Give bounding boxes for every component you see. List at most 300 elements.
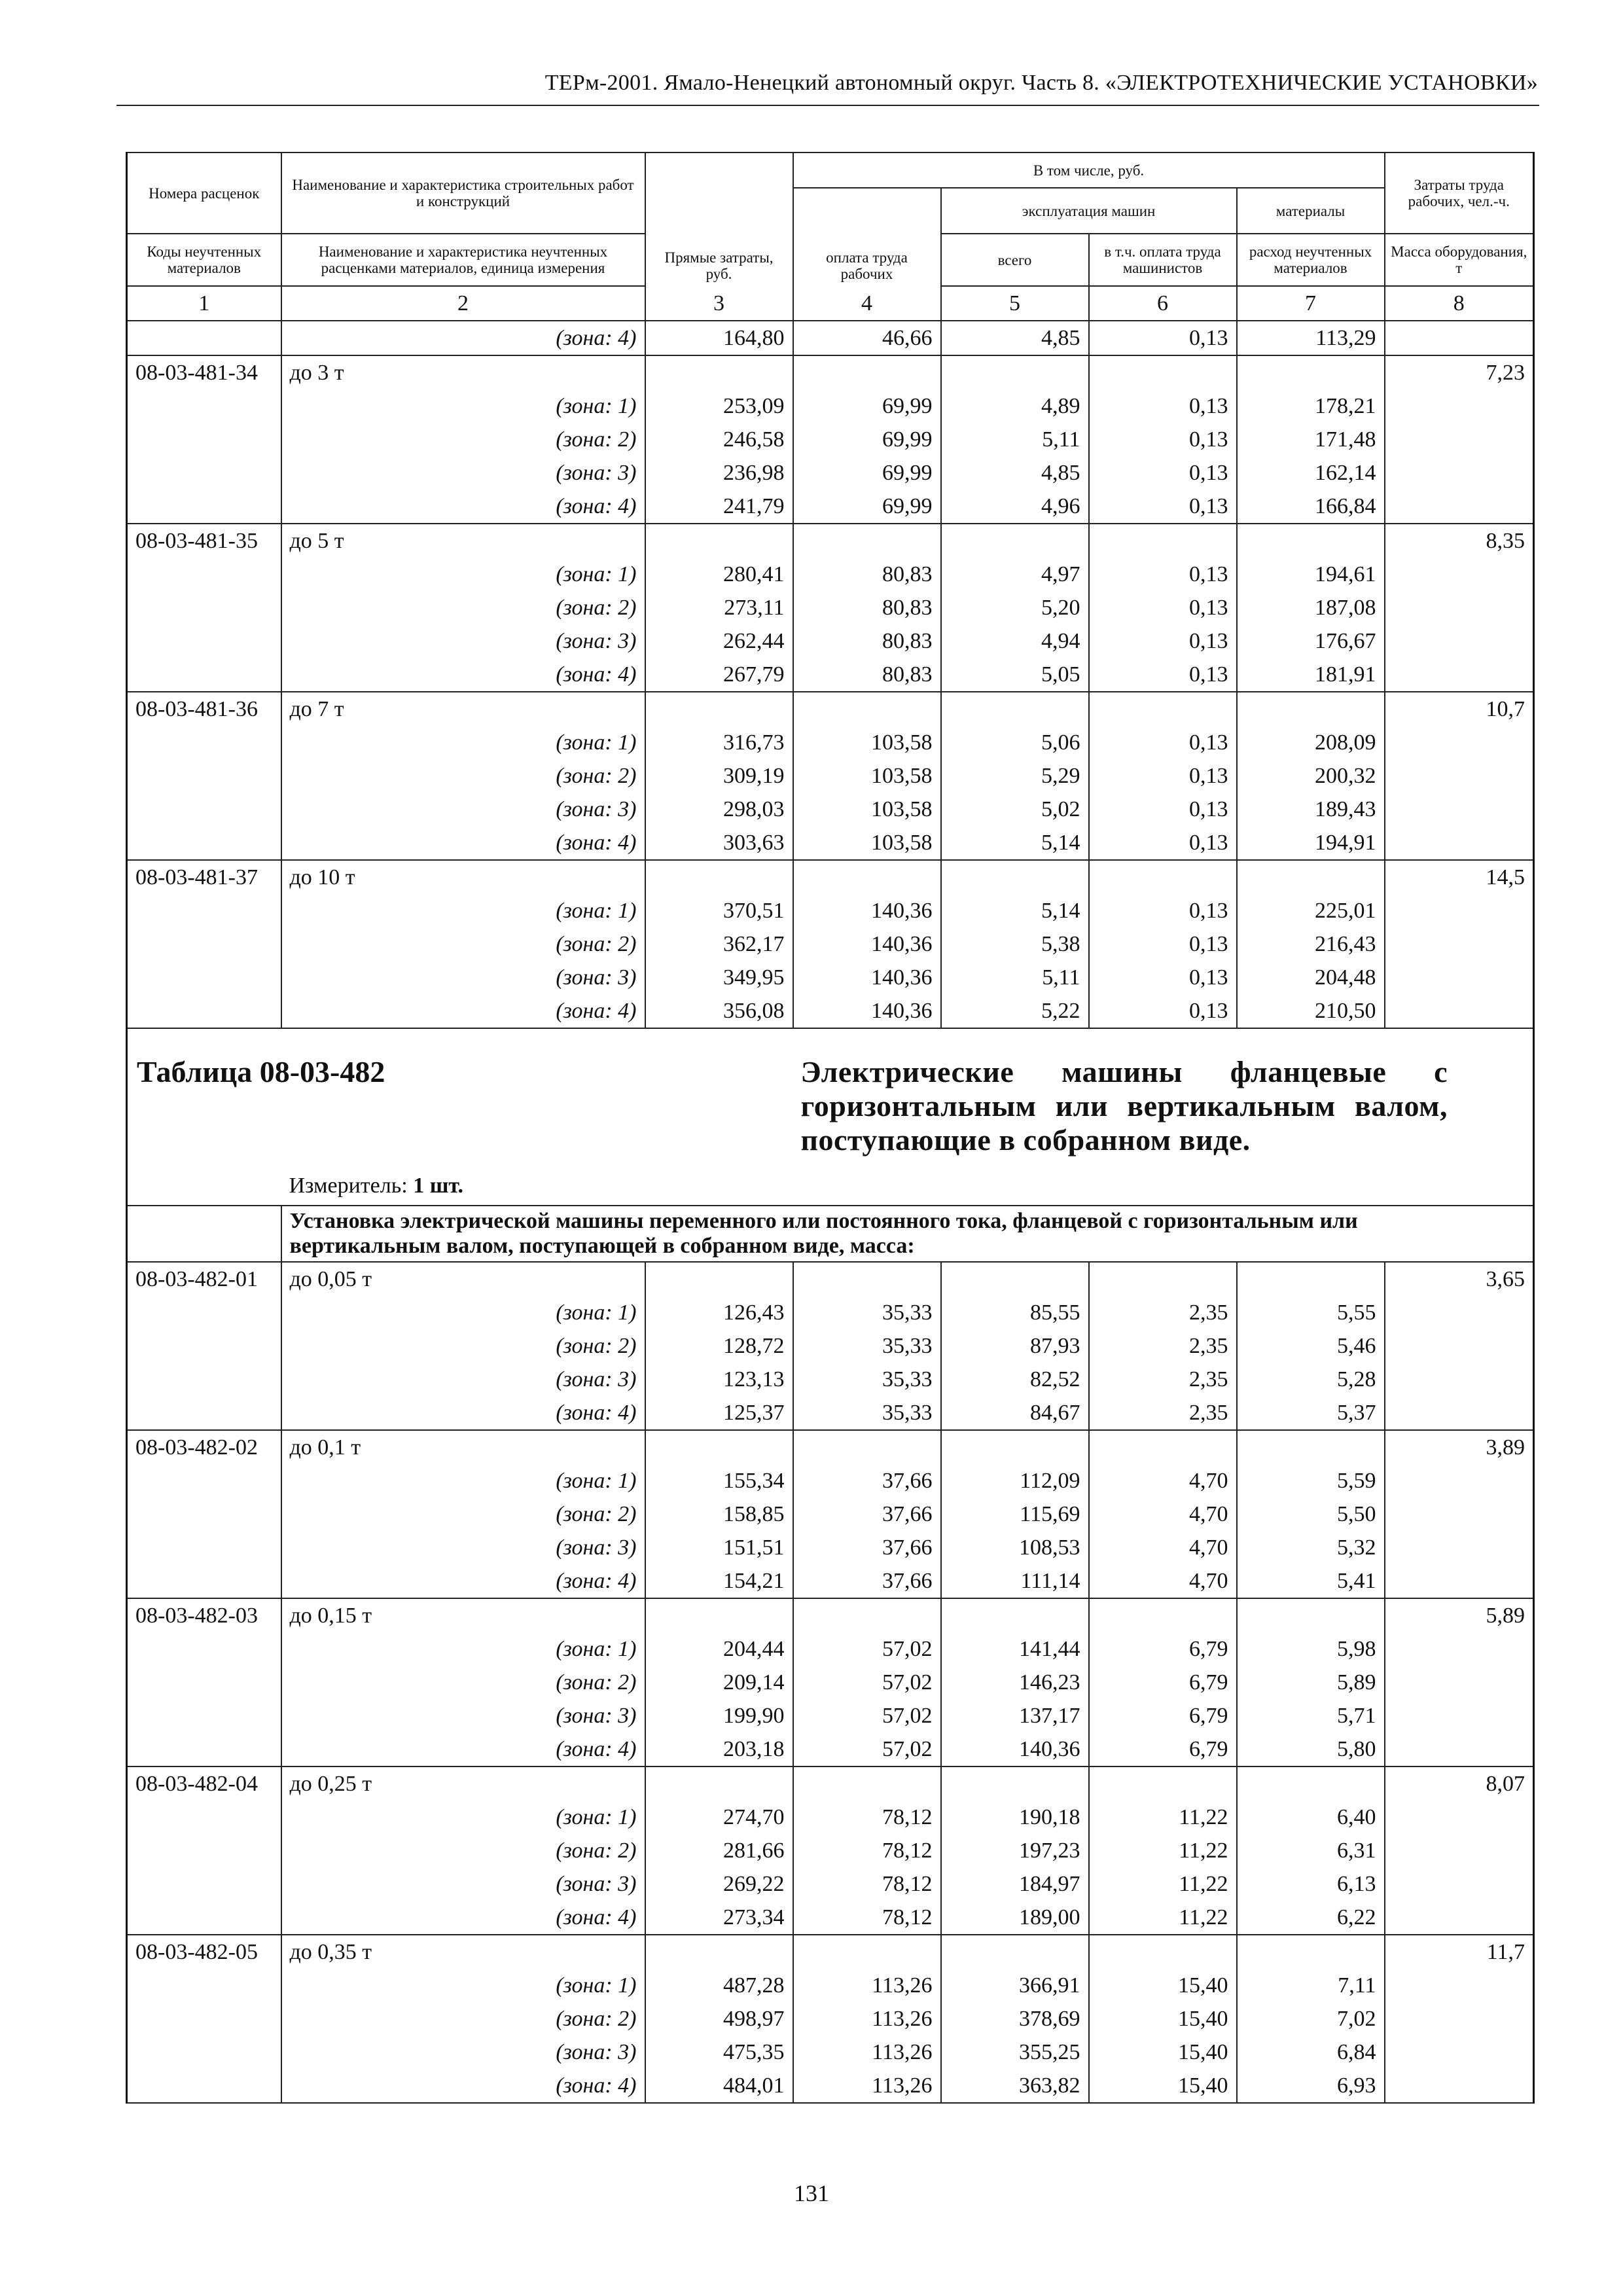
machinist-wages-value: 0,13 <box>1089 826 1237 860</box>
labor-costs-value: 3,89 <box>1385 1430 1534 1464</box>
rate-name: до 0,1 т <box>281 1430 645 1464</box>
machinist-wages-value: 15,40 <box>1089 2002 1237 2036</box>
zone-label: (зона: 3) <box>281 1531 645 1564</box>
zone-row <box>127 389 1534 423</box>
worker-wages-value: 78,12 <box>793 1834 941 1867</box>
direct-costs-value: 316,73 <box>645 726 793 759</box>
table-number-title: Таблица 08-03-482 <box>127 1028 793 1157</box>
worker-wages-value: 80,83 <box>793 591 941 624</box>
machinist-wages-value: 0,13 <box>1089 961 1237 994</box>
materials-value: 5,89 <box>1237 1666 1385 1699</box>
zone-label: (зона: 4) <box>281 1396 645 1430</box>
direct-costs-value: 126,43 <box>645 1296 793 1329</box>
direct-costs-value: 484,01 <box>645 2069 793 2103</box>
rate-row <box>127 355 1534 389</box>
machines-total-value: 5,02 <box>941 793 1089 826</box>
rate-code: 08-03-481-35 <box>127 524 281 558</box>
machinist-wages-value: 6,79 <box>1089 1699 1237 1732</box>
zone-row <box>127 1801 1534 1834</box>
worker-wages-value: 35,33 <box>793 1296 941 1329</box>
zone-row <box>127 1666 1534 1699</box>
machines-total-value: 108,53 <box>941 1531 1089 1564</box>
measurement-unit-value: 1 шт. <box>413 1174 464 1198</box>
rate-code: 08-03-481-37 <box>127 860 281 894</box>
direct-costs-value: 236,98 <box>645 456 793 490</box>
machinist-wages-value: 0,13 <box>1089 558 1237 591</box>
materials-value: 6,84 <box>1237 2036 1385 2069</box>
worker-wages-value: 80,83 <box>793 658 941 692</box>
zone-row <box>127 1498 1534 1531</box>
labor-costs-value: 8,07 <box>1385 1767 1534 1801</box>
zone-label: (зона: 4) <box>281 1732 645 1767</box>
materials-value: 6,22 <box>1237 1901 1385 1935</box>
materials-value: 5,98 <box>1237 1632 1385 1666</box>
header-material-codes: Коды неучтенных материалов <box>127 234 281 286</box>
direct-costs-value: 349,95 <box>645 961 793 994</box>
direct-costs-value: 209,14 <box>645 1666 793 1699</box>
worker-wages-value: 57,02 <box>793 1732 941 1767</box>
zone-label: (зона: 4) <box>281 490 645 524</box>
zone-row <box>127 2069 1534 2103</box>
labor-costs-value: 3,65 <box>1385 1262 1534 1296</box>
direct-costs-value: 362,17 <box>645 927 793 961</box>
worker-wages-value: 80,83 <box>793 624 941 658</box>
column-number: 8 <box>1385 286 1534 321</box>
materials-value: 216,43 <box>1237 927 1385 961</box>
machinist-wages-value: 4,70 <box>1089 1531 1237 1564</box>
rate-name: до 0,05 т <box>281 1262 645 1296</box>
rate-name: до 0,25 т <box>281 1767 645 1801</box>
machinist-wages-value: 0,13 <box>1089 994 1237 1028</box>
machines-total-value: 4,94 <box>941 624 1089 658</box>
rate-row <box>127 692 1534 726</box>
direct-costs-value: 280,41 <box>645 558 793 591</box>
table-481-body <box>127 321 1534 1028</box>
direct-costs-value: 241,79 <box>645 490 793 524</box>
worker-wages-value: 140,36 <box>793 894 941 927</box>
direct-costs-value: 128,72 <box>645 1329 793 1363</box>
zone-row <box>127 1834 1534 1867</box>
worker-wages-value: 69,99 <box>793 456 941 490</box>
zone-row <box>127 490 1534 524</box>
machines-total-value: 5,06 <box>941 726 1089 759</box>
zone-label: (зона: 3) <box>281 961 645 994</box>
materials-value: 176,67 <box>1237 624 1385 658</box>
direct-costs-value: 273,11 <box>645 591 793 624</box>
measurement-unit-label: Измеритель: <box>289 1174 408 1198</box>
zone-label: (зона: 3) <box>281 1699 645 1732</box>
worker-wages-value: 69,99 <box>793 490 941 524</box>
machines-total-value: 378,69 <box>941 2002 1089 2036</box>
machines-total-value: 5,11 <box>941 423 1089 456</box>
machinist-wages-value: 0,13 <box>1089 490 1237 524</box>
zone-label: (зона: 2) <box>281 2002 645 2036</box>
rate-code: 08-03-482-02 <box>127 1430 281 1464</box>
zone-label: (зона: 1) <box>281 726 645 759</box>
machines-total-value: 85,55 <box>941 1296 1089 1329</box>
direct-costs-value: 151,51 <box>645 1531 793 1564</box>
machines-total-value: 82,52 <box>941 1363 1089 1396</box>
zone-row <box>127 927 1534 961</box>
materials-value: 162,14 <box>1237 456 1385 490</box>
machinist-wages-value: 0,13 <box>1089 624 1237 658</box>
header-direct-costs: Прямые затраты, руб. <box>645 152 793 286</box>
machinist-wages-value: 0,13 <box>1089 927 1237 961</box>
table-482-body <box>127 1262 1534 2103</box>
zone-row <box>127 726 1534 759</box>
section-description: Установка электрической машины переменного или постоянного тока, фланцевой с горизонтальным или вертикальным валом, поступающей в собранном виде, масса: <box>281 1206 1534 1262</box>
worker-wages-value: 35,33 <box>793 1396 941 1430</box>
zone-label: (зона: 1) <box>281 1801 645 1834</box>
worker-wages-value: 35,33 <box>793 1363 941 1396</box>
zone-label: (зона: 2) <box>281 1666 645 1699</box>
worker-wages-value: 78,12 <box>793 1867 941 1901</box>
zone-label: (зона: 4) <box>281 658 645 692</box>
rate-name: до 0,15 т <box>281 1598 645 1632</box>
direct-costs-value: 246,58 <box>645 423 793 456</box>
machines-total-value: 4,89 <box>941 389 1089 423</box>
rate-row <box>127 524 1534 558</box>
materials-value: 194,61 <box>1237 558 1385 591</box>
running-header: ТЕРм-2001. Ямало-Ненецкий автономный округ. Часть 8. «ЭЛЕКТРОТЕХНИЧЕСКИЕ УСТАНОВКИ» <box>544 71 1538 95</box>
machinist-wages-value: 2,35 <box>1089 1363 1237 1396</box>
table-482-heading <box>127 1028 1534 1262</box>
machinist-wages-value: 11,22 <box>1089 1834 1237 1867</box>
zone-row <box>127 793 1534 826</box>
worker-wages-value: 140,36 <box>793 927 941 961</box>
rate-code: 08-03-482-05 <box>127 1935 281 1969</box>
rate-row <box>127 1935 1534 1969</box>
materials-value: 5,80 <box>1237 1732 1385 1767</box>
worker-wages-value: 113,26 <box>793 2036 941 2069</box>
direct-costs-value: 155,34 <box>645 1464 793 1498</box>
zone-row <box>127 1867 1534 1901</box>
header-machines-total: всего <box>941 234 1089 286</box>
machinist-wages-value: 2,35 <box>1089 1396 1237 1430</box>
worker-wages-value: 140,36 <box>793 994 941 1028</box>
materials-value: 189,43 <box>1237 793 1385 826</box>
materials-value: 5,28 <box>1237 1363 1385 1396</box>
zone-label: (зона: 3) <box>281 2036 645 2069</box>
machines-total-value: 355,25 <box>941 2036 1089 2069</box>
zone-row <box>127 1732 1534 1767</box>
zone-label: (зона: 2) <box>281 1834 645 1867</box>
worker-wages-value: 113,26 <box>793 2002 941 2036</box>
machinist-wages-value: 6,79 <box>1089 1732 1237 1767</box>
column-number: 2 <box>281 286 645 321</box>
rate-name: до 3 т <box>281 355 645 389</box>
zone-row <box>127 624 1534 658</box>
zone-label: (зона: 1) <box>281 1296 645 1329</box>
zone-row <box>127 759 1534 793</box>
worker-wages-value: 103,58 <box>793 826 941 860</box>
zone-label: (зона: 1) <box>281 894 645 927</box>
column-number: 3 <box>645 286 793 321</box>
machines-total-value: 5,05 <box>941 658 1089 692</box>
worker-wages-value: 113,26 <box>793 2069 941 2103</box>
labor-costs-value: 10,7 <box>1385 692 1534 726</box>
machines-total-value: 184,97 <box>941 1867 1089 1901</box>
machines-total-value: 5,14 <box>941 894 1089 927</box>
materials-value: 7,11 <box>1237 1969 1385 2002</box>
worker-wages-value: 103,58 <box>793 793 941 826</box>
direct-costs-value: 298,03 <box>645 793 793 826</box>
rate-name: до 5 т <box>281 524 645 558</box>
machinist-wages-value: 0,13 <box>1089 389 1237 423</box>
zone-label: (зона: 4) <box>281 1564 645 1598</box>
machines-total-value: 4,97 <box>941 558 1089 591</box>
rate-code: 08-03-481-36 <box>127 692 281 726</box>
machines-total-value: 87,93 <box>941 1329 1089 1363</box>
worker-wages-value: 46,66 <box>793 321 941 355</box>
machinist-wages-value: 0,13 <box>1089 894 1237 927</box>
machines-total-value: 197,23 <box>941 1834 1089 1867</box>
zone-label: (зона: 3) <box>281 1363 645 1396</box>
labor-costs-value: 8,35 <box>1385 524 1534 558</box>
worker-wages-value: 103,58 <box>793 726 941 759</box>
materials-value: 5,55 <box>1237 1296 1385 1329</box>
header-rate-number: Номера расценок <box>127 152 281 234</box>
materials-value: 5,59 <box>1237 1464 1385 1498</box>
worker-wages-value: 57,02 <box>793 1666 941 1699</box>
machinist-wages-value: 11,22 <box>1089 1801 1237 1834</box>
materials-value: 208,09 <box>1237 726 1385 759</box>
column-numbers-row <box>127 286 1534 321</box>
zone-row <box>127 894 1534 927</box>
zone-row <box>127 558 1534 591</box>
direct-costs-value: 267,79 <box>645 658 793 692</box>
machines-total-value: 5,22 <box>941 994 1089 1028</box>
materials-value: 5,41 <box>1237 1564 1385 1598</box>
machinist-wages-value: 4,70 <box>1089 1498 1237 1531</box>
direct-costs-value: 370,51 <box>645 894 793 927</box>
rate-code: 08-03-482-01 <box>127 1262 281 1296</box>
rate-name: до 0,35 т <box>281 1935 645 1969</box>
direct-costs-value: 281,66 <box>645 1834 793 1867</box>
direct-costs-value: 356,08 <box>645 994 793 1028</box>
zone-row <box>127 1464 1534 1498</box>
machines-total-value: 363,82 <box>941 2069 1089 2103</box>
zone-row <box>127 994 1534 1028</box>
header-equipment-mass: Масса оборудования, т <box>1385 234 1534 286</box>
zone-label: (зона: 3) <box>281 624 645 658</box>
rate-row <box>127 1767 1534 1801</box>
direct-costs-value: 125,37 <box>645 1396 793 1430</box>
machines-total-value: 111,14 <box>941 1564 1089 1598</box>
materials-value: 204,48 <box>1237 961 1385 994</box>
machinist-wages-value: 11,22 <box>1089 1901 1237 1935</box>
zone-label: (зона: 4) <box>281 994 645 1028</box>
zone-row <box>127 1396 1534 1430</box>
labor-costs-value: 5,89 <box>1385 1598 1534 1632</box>
zone-label: (зона: 2) <box>281 423 645 456</box>
zone-label: (зона: 4) <box>281 321 645 355</box>
machines-total-value: 5,29 <box>941 759 1089 793</box>
worker-wages-value: 35,33 <box>793 1329 941 1363</box>
zone-row <box>127 658 1534 692</box>
machines-total-value: 4,96 <box>941 490 1089 524</box>
materials-value: 210,50 <box>1237 994 1385 1028</box>
header-including: В том числе, руб. <box>793 152 1385 188</box>
header-labor-costs: Затраты труда рабочих, чел.-ч. <box>1385 152 1534 234</box>
labor-costs-value: 14,5 <box>1385 860 1534 894</box>
zone-label: (зона: 3) <box>281 456 645 490</box>
column-number: 4 <box>793 286 941 321</box>
direct-costs-value: 262,44 <box>645 624 793 658</box>
rate-code: 08-03-482-04 <box>127 1767 281 1801</box>
worker-wages-value: 113,26 <box>793 1969 941 2002</box>
machines-total-value: 140,36 <box>941 1732 1089 1767</box>
machinist-wages-value: 0,13 <box>1089 759 1237 793</box>
header-materials: материалы <box>1237 188 1385 234</box>
header-machine-operation: эксплуатация машин <box>941 188 1237 234</box>
worker-wages-value: 69,99 <box>793 423 941 456</box>
materials-value: 6,40 <box>1237 1801 1385 1834</box>
zone-row <box>127 1564 1534 1598</box>
column-number: 5 <box>941 286 1089 321</box>
materials-value: 5,71 <box>1237 1699 1385 1732</box>
rate-code: 08-03-481-34 <box>127 355 281 389</box>
table-header <box>127 152 1534 321</box>
zone-row <box>127 591 1534 624</box>
machinist-wages-value: 0,13 <box>1089 423 1237 456</box>
column-number: 7 <box>1237 286 1385 321</box>
machinist-wages-value: 0,13 <box>1089 726 1237 759</box>
zone-row <box>127 1363 1534 1396</box>
materials-value: 178,21 <box>1237 389 1385 423</box>
zone-row <box>127 1296 1534 1329</box>
machines-total-value: 84,67 <box>941 1396 1089 1430</box>
machinist-wages-value: 11,22 <box>1089 1867 1237 1901</box>
labor-costs-value: 11,7 <box>1385 1935 1534 1969</box>
page-number: 131 <box>794 2180 829 2206</box>
zone-label: (зона: 1) <box>281 389 645 423</box>
zone-row <box>127 456 1534 490</box>
zone-label: (зона: 3) <box>281 793 645 826</box>
materials-value: 6,13 <box>1237 1867 1385 1901</box>
worker-wages-value: 78,12 <box>793 1801 941 1834</box>
header-material-names: Наименование и характеристика неучтенных расценками материалов, единица измерения <box>281 234 645 286</box>
direct-costs-value: 253,09 <box>645 389 793 423</box>
direct-costs-value: 498,97 <box>645 2002 793 2036</box>
machinist-wages-value: 2,35 <box>1089 1296 1237 1329</box>
zone-label: (зона: 2) <box>281 591 645 624</box>
zone-label: (зона: 1) <box>281 558 645 591</box>
machines-total-value: 190,18 <box>941 1801 1089 1834</box>
machinist-wages-value: 4,70 <box>1089 1564 1237 1598</box>
machines-total-value: 366,91 <box>941 1969 1089 2002</box>
header-rule <box>116 105 1539 106</box>
zone-row <box>127 1531 1534 1564</box>
zone-label: (зона: 1) <box>281 1464 645 1498</box>
zone-label: (зона: 4) <box>281 2069 645 2103</box>
direct-costs-value: 273,34 <box>645 1901 793 1935</box>
zone-label: (зона: 4) <box>281 1901 645 1935</box>
zone-label: (зона: 2) <box>281 927 645 961</box>
machinist-wages-value: 0,13 <box>1089 591 1237 624</box>
zone-row <box>127 1969 1534 2002</box>
zone-row <box>127 1699 1534 1732</box>
materials-value: 6,31 <box>1237 1834 1385 1867</box>
zone-label: (зона: 1) <box>281 1632 645 1666</box>
zone-row <box>127 321 1534 355</box>
materials-value: 187,08 <box>1237 591 1385 624</box>
rate-row <box>127 860 1534 894</box>
machines-total-value: 112,09 <box>941 1464 1089 1498</box>
zone-row <box>127 1329 1534 1363</box>
zone-row <box>127 423 1534 456</box>
header-worker-wages: оплата труда рабочих <box>793 188 941 286</box>
worker-wages-value: 37,66 <box>793 1498 941 1531</box>
rate-row <box>127 1262 1534 1296</box>
machines-total-value: 189,00 <box>941 1901 1089 1935</box>
direct-costs-value: 154,21 <box>645 1564 793 1598</box>
machinist-wages-value: 6,79 <box>1089 1666 1237 1699</box>
direct-costs-value: 487,28 <box>645 1969 793 2002</box>
machines-total-value: 5,11 <box>941 961 1089 994</box>
direct-costs-value: 123,13 <box>645 1363 793 1396</box>
materials-value: 225,01 <box>1237 894 1385 927</box>
zone-row <box>127 2036 1534 2069</box>
rate-name: до 7 т <box>281 692 645 726</box>
column-number: 6 <box>1089 286 1237 321</box>
zone-row <box>127 2002 1534 2036</box>
direct-costs-value: 204,44 <box>645 1632 793 1666</box>
worker-wages-value: 78,12 <box>793 1901 941 1935</box>
header-work-name: Наименование и характеристика строительных работ и конструкций <box>281 152 645 234</box>
machinist-wages-value: 15,40 <box>1089 2069 1237 2103</box>
materials-value: 5,50 <box>1237 1498 1385 1531</box>
machinist-wages-value: 2,35 <box>1089 1329 1237 1363</box>
materials-value: 5,46 <box>1237 1329 1385 1363</box>
worker-wages-value: 37,66 <box>793 1564 941 1598</box>
rate-name: до 10 т <box>281 860 645 894</box>
worker-wages-value: 103,58 <box>793 759 941 793</box>
direct-costs-value: 199,90 <box>645 1699 793 1732</box>
worker-wages-value: 140,36 <box>793 961 941 994</box>
materials-value: 200,32 <box>1237 759 1385 793</box>
machinist-wages-value: 6,79 <box>1089 1632 1237 1666</box>
machinist-wages-value: 0,13 <box>1089 321 1237 355</box>
zone-label: (зона: 3) <box>281 1867 645 1901</box>
machines-total-value: 137,17 <box>941 1699 1089 1732</box>
direct-costs-value: 303,63 <box>645 826 793 860</box>
materials-value: 181,91 <box>1237 658 1385 692</box>
materials-value: 5,32 <box>1237 1531 1385 1564</box>
direct-costs-value: 269,22 <box>645 1867 793 1901</box>
zone-label: (зона: 1) <box>281 1969 645 2002</box>
measurement-unit <box>281 1157 1534 1206</box>
direct-costs-value: 475,35 <box>645 2036 793 2069</box>
worker-wages-value: 57,02 <box>793 1699 941 1732</box>
machinist-wages-value: 15,40 <box>1089 1969 1237 2002</box>
zone-row <box>127 1632 1534 1666</box>
header-material-consumption: расход неучтенных материалов <box>1237 234 1385 286</box>
machines-total-value: 146,23 <box>941 1666 1089 1699</box>
materials-value: 194,91 <box>1237 826 1385 860</box>
machines-total-value: 5,38 <box>941 927 1089 961</box>
zone-label: (зона: 2) <box>281 1498 645 1531</box>
machines-total-value: 141,44 <box>941 1632 1089 1666</box>
zone-label: (зона: 2) <box>281 1329 645 1363</box>
machines-total-value: 115,69 <box>941 1498 1089 1531</box>
worker-wages-value: 69,99 <box>793 389 941 423</box>
machines-total-value: 5,14 <box>941 826 1089 860</box>
materials-value: 113,29 <box>1237 321 1385 355</box>
materials-value: 5,37 <box>1237 1396 1385 1430</box>
materials-value: 171,48 <box>1237 423 1385 456</box>
machines-total-value: 5,20 <box>941 591 1089 624</box>
